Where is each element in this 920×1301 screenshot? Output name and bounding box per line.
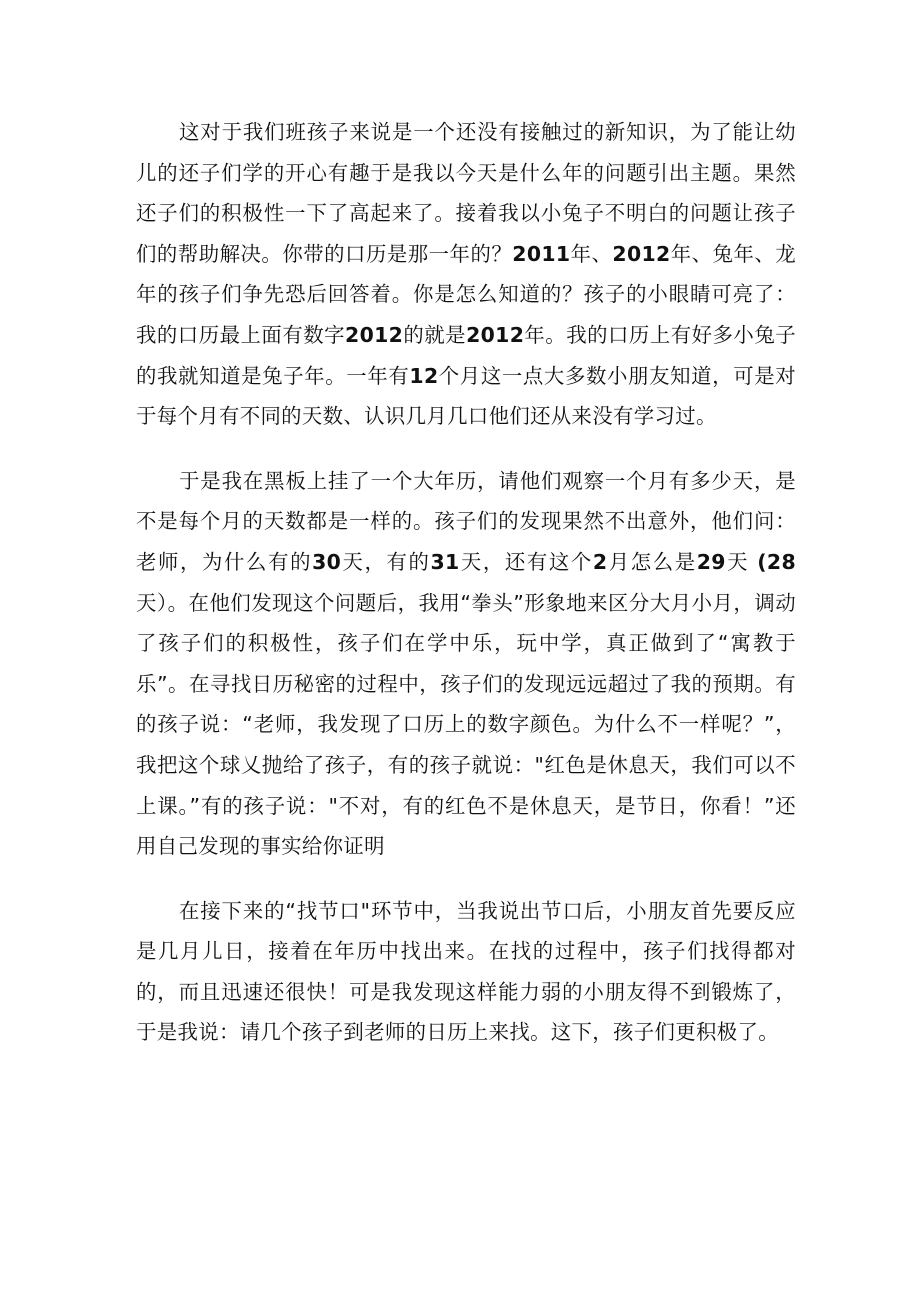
text-run: 天，有的	[341, 549, 431, 574]
text-run: 天，还有这个	[459, 549, 593, 574]
text-run: 年、兔年、龙年的孩子们争先恐后回答着。你是怎么知道的？孩子的小眼睛可亮了：我的口历最上面有数字	[136, 241, 797, 347]
text-run-bold: 2012	[612, 241, 671, 266]
text-run-bold: 2	[592, 549, 608, 574]
text-run-bold: 2011	[512, 241, 571, 266]
paragraph-3	[136, 891, 796, 1053]
paragraph-2	[136, 461, 796, 867]
text-run-bold: (28	[757, 549, 796, 574]
text-run: 年。我的口历上有好多小兔子的我就知道是兔子年。一年有	[136, 322, 796, 388]
text-run-bold: 2012	[345, 322, 404, 347]
text-run-bold: 12	[409, 363, 439, 388]
text-run: 的就是	[403, 322, 467, 347]
text-run: 天	[725, 549, 758, 574]
text-run-bold: 30	[312, 549, 342, 574]
text-run: 这对于我们班孩子来说是一个还没有接触过的新知识，为了能让幼儿的还子们学的开心有趣于是我以今天是什么年的问题引出主题。果然还子们的积极性一下了高起来了。接着我以小兔子不明白的问题让孩子们的帮助解决。你带的口历是那一年的？	[136, 120, 796, 266]
text-run-bold: 31	[430, 549, 460, 574]
text-run: 于是我在黑板上挂了一个大年历，请他们观察一个月有多少天，是不是每个月的天数都是一样的。孩子们的发现果然不出意外，他们问：老师，为什么有的	[136, 468, 796, 574]
text-run-bold: 2012	[466, 322, 525, 347]
text-run: 在接下来的“找节口"环节中，当我说出节口后，小朋友首先要反应是几月儿日，接着在年历中找出来。在找的过程中，孩子们找得都对的，而且迅速还很快！可是我发现这样能力弱的小朋友得不到锻炼了，于是我说：请几个孩子到老师的日历上来找。这下，孩子们更积极了。	[136, 898, 796, 1045]
text-run: 年、	[570, 241, 613, 266]
text-run-bold: 29	[696, 549, 726, 574]
text-run: 月怎么是	[607, 549, 697, 574]
text-run: 天）。在他们发现这个问题后，我用“拳头”形象地来区分大月小月，调动了孩子们的积极性，孩子们在学中乐，玩中学，真正做到了“寓教于乐”。在寻找日历秘密的过程中，孩子们的发现远远超过了我的预期。有的孩子说：“老师，我发现了口历上的数字颜色。为什么不一样呢？”，我把这个球乂抛给了孩子，有的孩子就说："红色是休息天，我们可以不上课。”有的孩子说："不对，有的红色不是休息天，是节日，你看！”还用自己发现的事实给你证明	[136, 590, 796, 859]
text-run: 个月这一点大多数小朋友知道，可是对于每个月有不同的天数、认识几月几口他们还从来没有学习过。	[136, 363, 796, 429]
document-body	[136, 112, 796, 1053]
paragraph-1	[136, 112, 796, 437]
